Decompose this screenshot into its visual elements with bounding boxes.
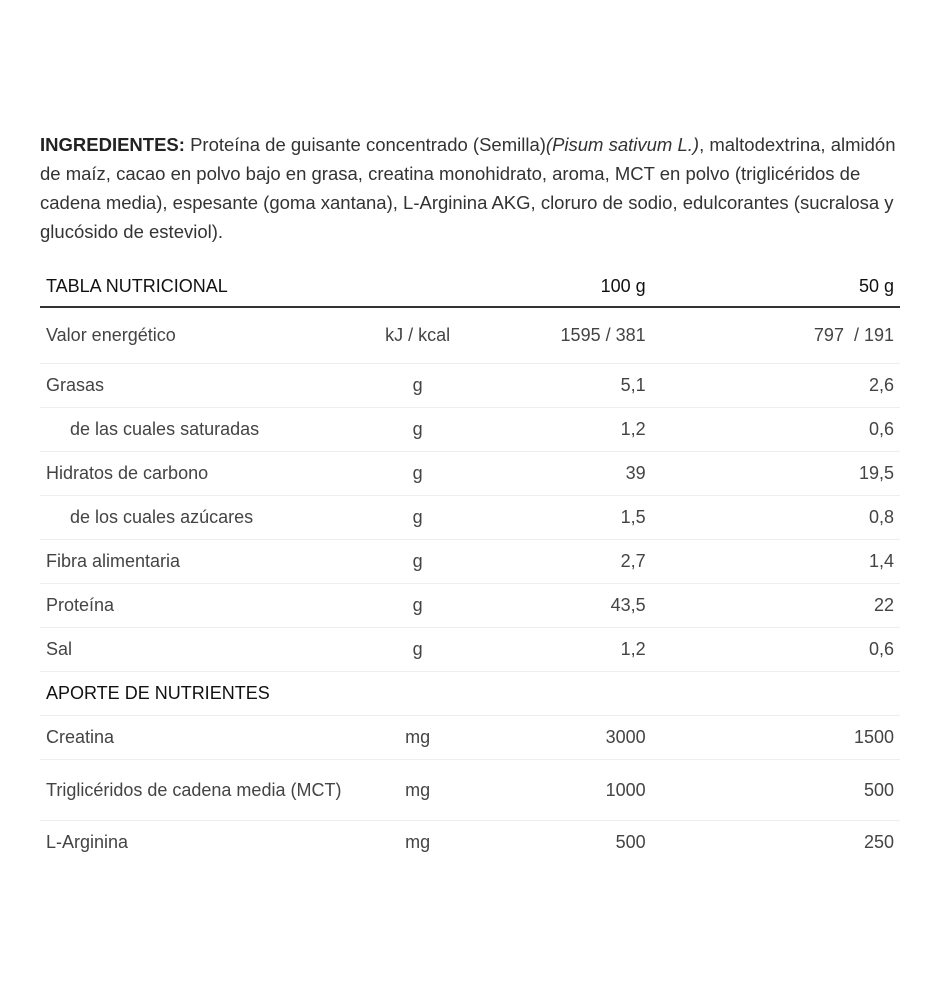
nutrient-name: Fibra alimentaria [40, 540, 350, 584]
value-50g: 500 [652, 760, 900, 821]
table-title: TABLA NUTRICIONAL [40, 266, 485, 307]
value-100g: 3000 [485, 716, 651, 760]
table-row [40, 716, 900, 760]
nutrition-table [40, 266, 900, 864]
nutrient-name: Hidratos de carbono [40, 452, 350, 496]
value-100g: 1,2 [485, 408, 651, 452]
table-row [40, 408, 900, 452]
value-50g: 0,6 [652, 408, 900, 452]
nutrient-name: Triglicéridos de cadena media (MCT) [40, 760, 350, 821]
value-100g: 1,2 [485, 628, 651, 672]
nutrient-name: Valor energético [40, 307, 350, 364]
nutrient-unit: kJ / kcal [350, 307, 485, 364]
table-row [40, 540, 900, 584]
column-header-50g: 50 g [652, 266, 900, 307]
section-header-row [40, 672, 900, 716]
value-100g: 39 [485, 452, 651, 496]
nutrient-name: de las cuales saturadas [40, 408, 350, 452]
value-100g: 43,5 [485, 584, 651, 628]
value-50g: 797 / 191 [652, 307, 900, 364]
table-row [40, 760, 900, 821]
ingredients-latin-name: (Pisum sativum L.) [545, 134, 700, 155]
value-50g: 22 [652, 584, 900, 628]
table-row [40, 584, 900, 628]
table-row [40, 364, 900, 408]
column-header-100g: 100 g [485, 266, 651, 307]
ingredients-paragraph [40, 130, 900, 246]
value-100g: 1595 / 381 [485, 307, 651, 364]
value-100g: 500 [615, 832, 646, 852]
nutrient-unit: g [350, 364, 485, 408]
table-row [40, 307, 900, 364]
nutrient-name: Sal [40, 628, 350, 672]
value-50g: 0,6 [652, 628, 900, 672]
ingredients-label: INGREDIENTES: [40, 134, 185, 155]
value-50g: 2,6 [652, 364, 900, 408]
nutrient-unit: g [350, 584, 485, 628]
nutrient-unit: g [350, 628, 485, 672]
value-50g: 0,8 [652, 496, 900, 540]
table-row [40, 821, 900, 865]
value-50g: 1500 [652, 716, 900, 760]
nutrient-unit: mg [405, 832, 431, 852]
value-50g: 1,4 [652, 540, 900, 584]
value-100g: 1,5 [485, 496, 651, 540]
nutrient-name: Grasas [40, 364, 350, 408]
value-100g: 5,1 [485, 364, 651, 408]
nutrient-unit: g [350, 408, 485, 452]
value-50g: 250 [863, 832, 894, 852]
table-row [40, 452, 900, 496]
ingredients-text-1: Proteína de guisante concentrado (Semilla) [184, 134, 546, 155]
table-row [40, 628, 900, 672]
nutrient-unit: g [350, 496, 485, 540]
nutrient-name: Proteína [40, 584, 350, 628]
section-title: APORTE DE NUTRIENTES [40, 672, 900, 716]
table-row [40, 496, 900, 540]
ingredients-text-2: , maltodextrina, almidón de maíz, cacao en polvo bajo en grasa, creatina monohidrato, aroma, MCT en polvo (triglicéridos de cadena media), espesante (goma xantana), L-Arginina AKG, cloruro de sodio, edulcorantes (sucralosa y glucósido de esteviol). [40, 134, 896, 242]
nutrient-name: Creatina [40, 716, 350, 760]
value-50g: 19,5 [652, 452, 900, 496]
table-header-row [40, 266, 900, 307]
value-100g: 2,7 [485, 540, 651, 584]
nutrient-name: L-Arginina [46, 832, 129, 852]
value-100g: 1000 [485, 760, 651, 821]
nutrient-unit: mg [350, 760, 485, 821]
nutrient-unit: g [350, 540, 485, 584]
nutrient-unit: mg [350, 716, 485, 760]
nutrient-name: de los cuales azúcares [40, 496, 350, 540]
nutrient-unit: g [350, 452, 485, 496]
